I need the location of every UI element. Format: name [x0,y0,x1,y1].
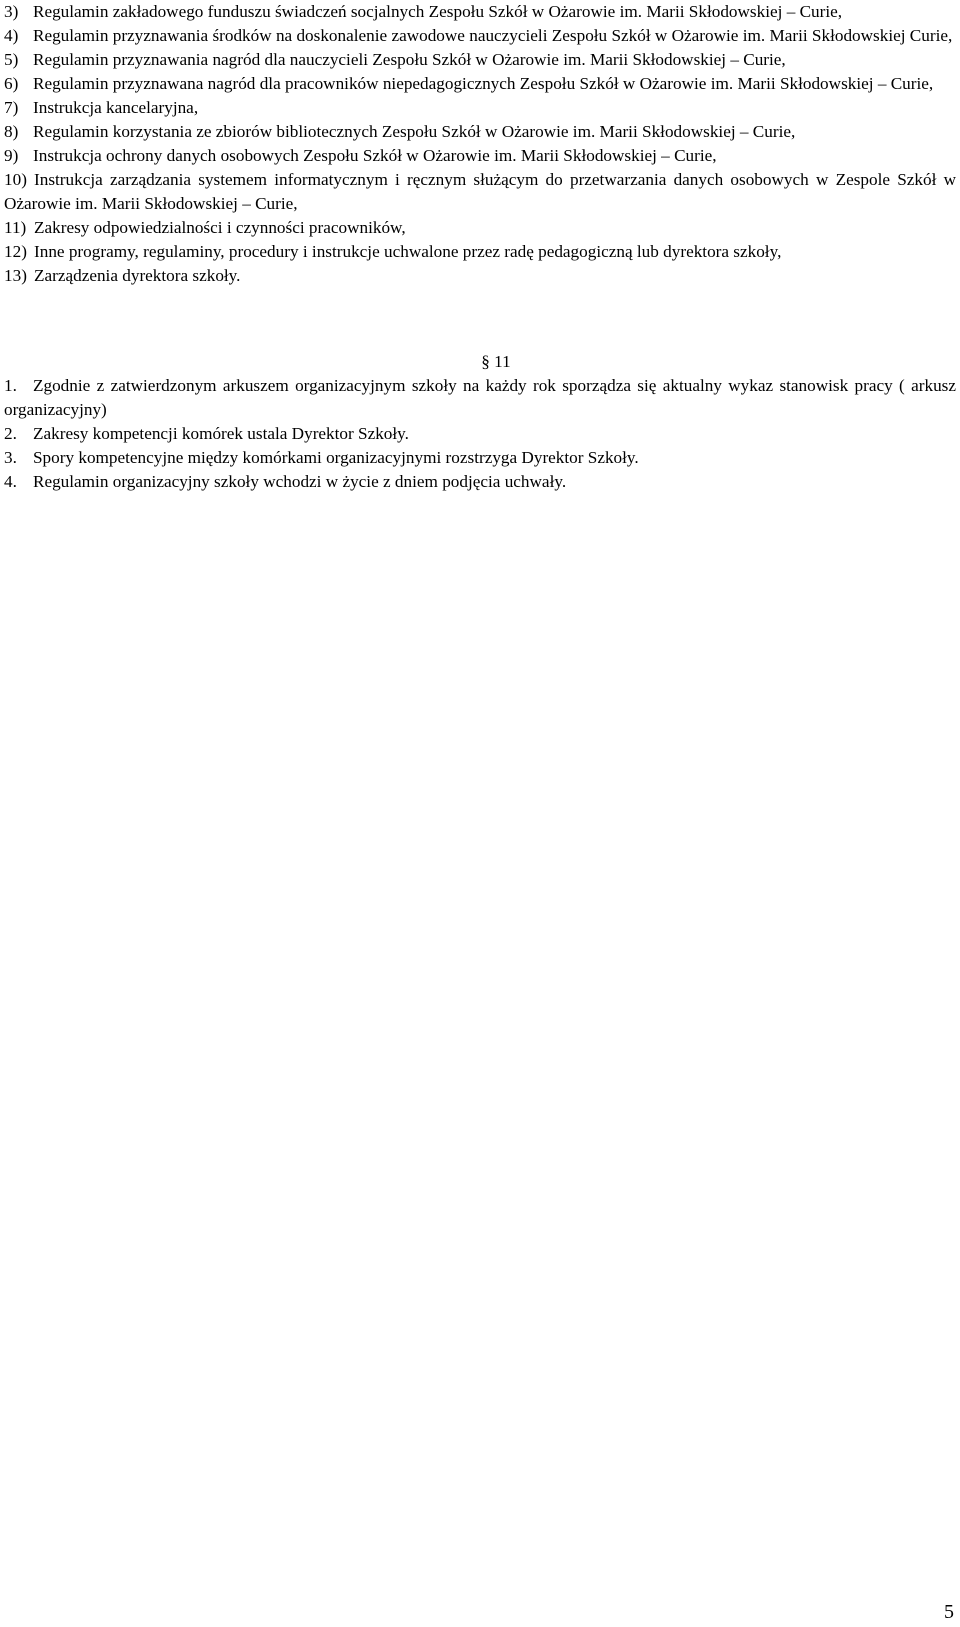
list-item-text: Inne programy, regulaminy, procedury i instrukcje uchwalone przez radę pedagogiczną lub dyrektora szkoły, [34,242,782,261]
list-item-number: 4) [4,26,19,45]
section-item [4,446,956,470]
list-item-number: 6) [4,74,19,93]
section-item-number: 3. [4,448,17,467]
list-item-number: 10) [4,170,27,189]
section-item [4,374,956,422]
section-item-number: 1. [4,376,17,395]
section-item [4,422,956,446]
list-item [4,216,956,240]
list-item [4,264,956,288]
list-item-number: 13) [4,266,27,285]
list-item-number: 7) [4,98,19,117]
list-item [4,168,956,216]
list-item [4,240,956,264]
list-item [4,144,956,168]
list-item-text: Regulamin przyznawania środków na doskonalenie zawodowe nauczycieli Zespołu Szkół w Ożarowie im. Marii Skłodowskiej Curie, [33,26,953,45]
list-item-text: Instrukcja ochrony danych osobowych Zespołu Szkół w Ożarowie im. Marii Skłodowskiej – Curie, [33,146,717,165]
list-item-text: Regulamin przyznawana nagród dla pracowników niepedagogicznych Zespołu Szkół w Ożarowie im. Marii Skłodowskiej – Curie, [33,74,934,93]
section-item-text: Spory kompetencyjne między komórkami organizacyjnymi rozstrzyga Dyrektor Szkoły. [33,448,639,467]
section-item [4,470,956,494]
section-item-number: 2. [4,424,17,443]
list-item-number: 11) [4,218,27,237]
section-item-text: Zgodnie z zatwierdzonym arkuszem organizacyjnym szkoły na każdy rok sporządza się aktualny wykaz stanowisk pracy ( arkusz organizacyjny) [4,376,956,419]
list-item-text: Zarządzenia dyrektora szkoły. [34,266,241,285]
document-page [4,0,956,494]
list-item-number: 3) [4,2,19,21]
section-item-number: 4. [4,472,17,491]
list-item [4,0,956,24]
list-item-number: 8) [4,122,19,141]
list-item [4,120,956,144]
list-item-text: Instrukcja zarządzania systemem informatycznym i ręcznym służącym do przetwarzania danych osobowych w Zespole Szkół w Ożarowie im. Marii Skłodowskiej – Curie, [4,170,956,213]
section-item-text: Zakresy kompetencji komórek ustala Dyrektor Szkoły. [33,424,409,443]
list-item-text: Instrukcja kancelaryjna, [33,98,199,117]
section-item-text: Regulamin organizacyjny szkoły wchodzi w życie z dniem podjęcia uchwały. [33,472,567,491]
list-item-number: 12) [4,242,27,261]
list-item [4,72,956,96]
list-item-text: Regulamin przyznawania nagród dla nauczycieli Zespołu Szkół w Ożarowie im. Marii Skłodowskiej – Curie, [33,50,786,69]
list-item-text: Regulamin zakładowego funduszu świadczeń socjalnych Zespołu Szkół w Ożarowie im. Marii Skłodowskiej – Curie, [33,2,843,21]
list-item [4,48,956,72]
section-list [4,374,956,494]
list-item-text: Regulamin korzystania ze zbiorów bibliotecznych Zespołu Szkół w Ożarowie im. Marii Skłodowskiej – Curie, [33,122,796,141]
list-item-text: Zakresy odpowiedzialności i czynności pracowników, [34,218,406,237]
section-heading: § 11 [481,352,511,371]
list-item [4,24,956,48]
list-item-number: 5) [4,50,19,69]
list-item-number: 9) [4,146,19,165]
list-item [4,96,956,120]
regulations-list [4,0,956,288]
page-number: 5 [944,1601,954,1623]
